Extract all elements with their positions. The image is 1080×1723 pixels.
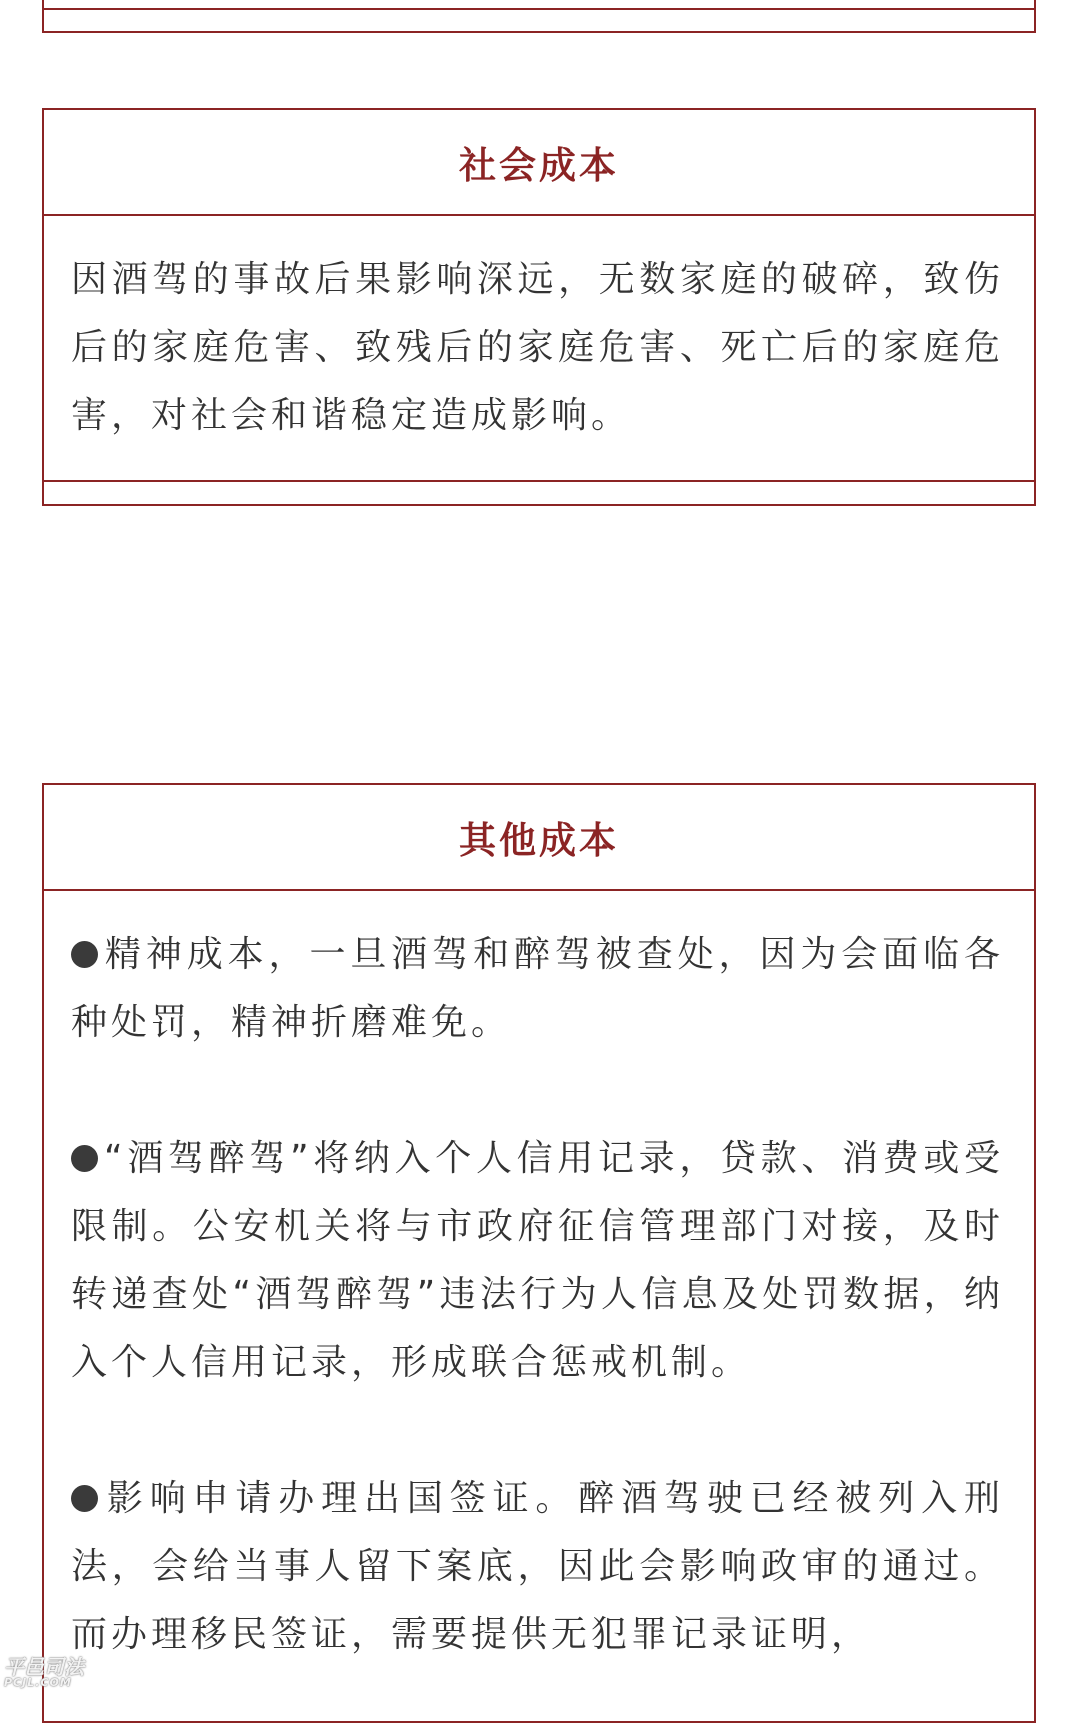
watermark-sub-text: PCJL.COM bbox=[4, 1676, 72, 1689]
bullet-paragraph-mental-cost bbox=[71, 921, 1004, 1057]
paragraph-text: 精神成本，一旦酒驾和醉驾被查处，因为会面临各种处罚，精神折磨难免。 bbox=[71, 934, 1004, 1043]
card-header bbox=[44, 110, 1034, 216]
bullet-dot-icon bbox=[71, 1485, 98, 1512]
card-body bbox=[44, 216, 1034, 450]
social-cost-card bbox=[42, 108, 1036, 506]
bullet-dot-icon bbox=[71, 1145, 98, 1172]
frame-divider bbox=[44, 8, 1034, 10]
watermark-main-text: 平邑司法 bbox=[4, 1655, 84, 1679]
other-cost-title: 其他成本 bbox=[459, 819, 619, 862]
card-bottom-divider bbox=[44, 480, 1034, 482]
paragraph-text: “酒驾醉驾”将纳入个人信用记录，贷款、消费或受限制。公安机关将与市政府征信管理部门对接，及时转递查处“酒驾醉驾”违法行为人信息及处罚数据，纳入个人信用记录，形成联合惩戒机制。 bbox=[71, 1138, 1004, 1383]
bullet-paragraph-visa bbox=[71, 1465, 1004, 1669]
bullet-dot-icon bbox=[71, 941, 98, 968]
card-body bbox=[44, 891, 1034, 1669]
other-cost-card bbox=[42, 783, 1036, 1723]
card-header bbox=[44, 785, 1034, 891]
social-cost-title: 社会成本 bbox=[459, 144, 619, 187]
bullet-paragraph-credit-record bbox=[71, 1125, 1004, 1397]
paragraph-text: 影响申请办理出国签证。醉酒驾驶已经被列入刑法，会给当事人留下案底，因此会影响政审的通过。而办理移民签证，需要提供无犯罪记录证明， bbox=[71, 1478, 1004, 1655]
previous-card-bottom-frame bbox=[42, 0, 1036, 33]
social-cost-paragraph: 因酒驾的事故后果影响深远，无数家庭的破碎，致伤后的家庭危害、致残后的家庭危害、死亡后的家庭危害，对社会和谐稳定造成影响。 bbox=[71, 259, 1004, 436]
watermark-logo bbox=[4, 1657, 84, 1689]
